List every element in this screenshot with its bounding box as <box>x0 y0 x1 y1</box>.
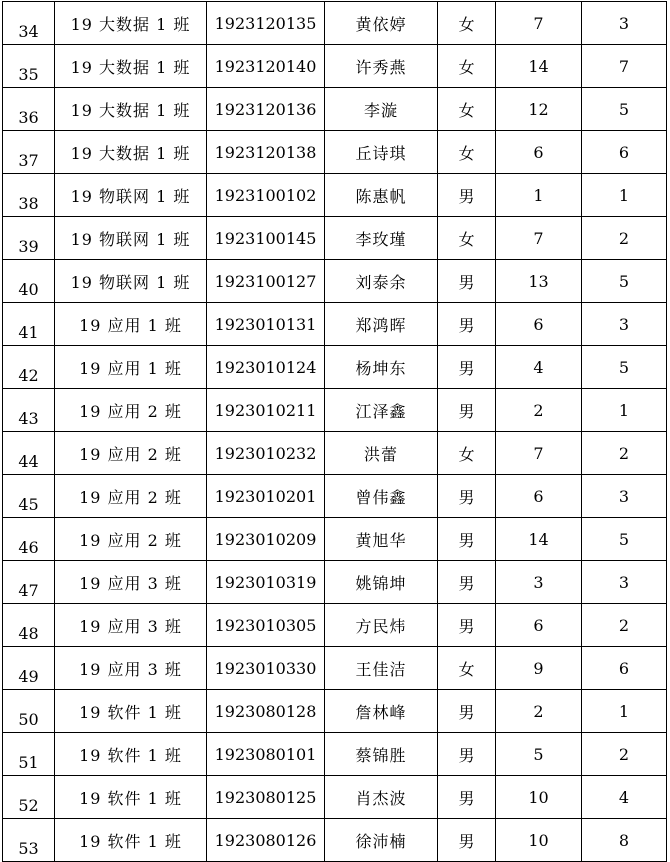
count-a: 7 <box>496 2 582 45</box>
class-name: 19 应用 3 班 <box>55 561 207 604</box>
student-name: 许秀燕 <box>325 45 438 88</box>
count-b: 6 <box>582 131 667 174</box>
student-name: 黄旭华 <box>325 518 438 561</box>
table-row <box>3 88 667 131</box>
table-row <box>3 776 667 819</box>
gender: 男 <box>438 475 496 518</box>
student-name: 丘诗琪 <box>325 131 438 174</box>
row-number: 50 <box>3 690 55 733</box>
table-row <box>3 690 667 733</box>
count-b: 5 <box>582 260 667 303</box>
gender: 男 <box>438 174 496 217</box>
row-number: 37 <box>3 131 55 174</box>
row-number: 48 <box>3 604 55 647</box>
count-b: 5 <box>582 346 667 389</box>
count-a: 14 <box>496 45 582 88</box>
count-a: 7 <box>496 217 582 260</box>
count-a: 12 <box>496 88 582 131</box>
count-a: 9 <box>496 647 582 690</box>
student-name: 曾伟鑫 <box>325 475 438 518</box>
roster-body <box>3 2 667 862</box>
student-id: 1923010201 <box>207 475 325 518</box>
student-id: 1923010305 <box>207 604 325 647</box>
count-a: 6 <box>496 604 582 647</box>
class-name: 19 应用 3 班 <box>55 604 207 647</box>
student-id: 1923080128 <box>207 690 325 733</box>
gender: 男 <box>438 389 496 432</box>
class-name: 19 应用 2 班 <box>55 389 207 432</box>
class-name: 19 软件 1 班 <box>55 690 207 733</box>
table-row <box>3 2 667 45</box>
count-a: 2 <box>496 389 582 432</box>
count-a: 2 <box>496 690 582 733</box>
student-id: 1923010319 <box>207 561 325 604</box>
student-name: 杨坤东 <box>325 346 438 389</box>
row-number: 43 <box>3 389 55 432</box>
student-name: 肖杰波 <box>325 776 438 819</box>
gender: 女 <box>438 217 496 260</box>
table-row <box>3 475 667 518</box>
class-name: 19 软件 1 班 <box>55 776 207 819</box>
gender: 男 <box>438 346 496 389</box>
table-row <box>3 45 667 88</box>
row-number: 42 <box>3 346 55 389</box>
row-number: 51 <box>3 733 55 776</box>
student-id: 1923080126 <box>207 819 325 862</box>
row-number: 49 <box>3 647 55 690</box>
count-b: 8 <box>582 819 667 862</box>
count-b: 3 <box>582 475 667 518</box>
row-number: 34 <box>3 2 55 45</box>
class-name: 19 应用 1 班 <box>55 346 207 389</box>
count-a: 5 <box>496 733 582 776</box>
table-row <box>3 518 667 561</box>
student-id: 1923010232 <box>207 432 325 475</box>
count-a: 6 <box>496 303 582 346</box>
student-name: 刘泰余 <box>325 260 438 303</box>
count-b: 2 <box>582 604 667 647</box>
student-id: 1923120135 <box>207 2 325 45</box>
student-id: 1923080101 <box>207 733 325 776</box>
student-name: 李玫瑾 <box>325 217 438 260</box>
class-name: 19 物联网 1 班 <box>55 260 207 303</box>
class-name: 19 应用 3 班 <box>55 647 207 690</box>
count-a: 7 <box>496 432 582 475</box>
row-number: 44 <box>3 432 55 475</box>
class-name: 19 应用 2 班 <box>55 475 207 518</box>
student-name: 黄依婷 <box>325 2 438 45</box>
student-roster-table <box>2 1 667 862</box>
class-name: 19 物联网 1 班 <box>55 217 207 260</box>
count-b: 1 <box>582 389 667 432</box>
count-b: 3 <box>582 2 667 45</box>
gender: 女 <box>438 88 496 131</box>
gender: 男 <box>438 733 496 776</box>
count-b: 3 <box>582 303 667 346</box>
count-a: 13 <box>496 260 582 303</box>
class-name: 19 大数据 1 班 <box>55 45 207 88</box>
student-name: 江泽鑫 <box>325 389 438 432</box>
count-b: 5 <box>582 518 667 561</box>
student-id: 1923080125 <box>207 776 325 819</box>
table-row <box>3 604 667 647</box>
row-number: 40 <box>3 260 55 303</box>
count-b: 5 <box>582 88 667 131</box>
student-id: 1923120136 <box>207 88 325 131</box>
row-number: 36 <box>3 88 55 131</box>
count-a: 10 <box>496 776 582 819</box>
gender: 女 <box>438 131 496 174</box>
count-b: 6 <box>582 647 667 690</box>
student-name: 陈惠帆 <box>325 174 438 217</box>
count-a: 10 <box>496 819 582 862</box>
student-id: 1923100127 <box>207 260 325 303</box>
student-name: 郑鸿晖 <box>325 303 438 346</box>
class-name: 19 大数据 1 班 <box>55 88 207 131</box>
table-row <box>3 733 667 776</box>
class-name: 19 大数据 1 班 <box>55 131 207 174</box>
student-id: 1923010131 <box>207 303 325 346</box>
class-name: 19 应用 2 班 <box>55 518 207 561</box>
gender: 男 <box>438 776 496 819</box>
student-name: 詹林峰 <box>325 690 438 733</box>
count-a: 6 <box>496 475 582 518</box>
table-row <box>3 819 667 862</box>
row-number: 46 <box>3 518 55 561</box>
class-name: 19 物联网 1 班 <box>55 174 207 217</box>
student-name: 洪蕾 <box>325 432 438 475</box>
gender: 男 <box>438 604 496 647</box>
student-id: 1923010209 <box>207 518 325 561</box>
count-a: 4 <box>496 346 582 389</box>
student-name: 徐沛楠 <box>325 819 438 862</box>
gender: 女 <box>438 2 496 45</box>
table-row <box>3 131 667 174</box>
table-row <box>3 647 667 690</box>
class-name: 19 应用 2 班 <box>55 432 207 475</box>
student-id: 1923100145 <box>207 217 325 260</box>
row-number: 45 <box>3 475 55 518</box>
count-a: 1 <box>496 174 582 217</box>
class-name: 19 应用 1 班 <box>55 303 207 346</box>
student-id: 1923010124 <box>207 346 325 389</box>
row-number: 47 <box>3 561 55 604</box>
student-name: 蔡锦胜 <box>325 733 438 776</box>
count-b: 2 <box>582 733 667 776</box>
count-a: 6 <box>496 131 582 174</box>
table-row <box>3 174 667 217</box>
student-id: 1923120140 <box>207 45 325 88</box>
count-b: 1 <box>582 690 667 733</box>
count-b: 7 <box>582 45 667 88</box>
student-id: 1923010211 <box>207 389 325 432</box>
student-id: 1923120138 <box>207 131 325 174</box>
gender: 男 <box>438 518 496 561</box>
row-number: 52 <box>3 776 55 819</box>
table-row <box>3 260 667 303</box>
student-name: 王佳洁 <box>325 647 438 690</box>
count-a: 3 <box>496 561 582 604</box>
gender: 男 <box>438 819 496 862</box>
gender: 男 <box>438 690 496 733</box>
class-name: 19 软件 1 班 <box>55 733 207 776</box>
row-number: 53 <box>3 819 55 862</box>
gender: 男 <box>438 260 496 303</box>
count-b: 3 <box>582 561 667 604</box>
count-b: 2 <box>582 217 667 260</box>
count-b: 4 <box>582 776 667 819</box>
gender: 男 <box>438 303 496 346</box>
student-name: 姚锦坤 <box>325 561 438 604</box>
row-number: 41 <box>3 303 55 346</box>
student-name: 方民炜 <box>325 604 438 647</box>
gender: 女 <box>438 432 496 475</box>
student-id: 1923010330 <box>207 647 325 690</box>
row-number: 39 <box>3 217 55 260</box>
table-row <box>3 432 667 475</box>
gender: 女 <box>438 647 496 690</box>
table-row <box>3 561 667 604</box>
student-name: 李漩 <box>325 88 438 131</box>
gender: 男 <box>438 561 496 604</box>
table-row <box>3 303 667 346</box>
class-name: 19 大数据 1 班 <box>55 2 207 45</box>
row-number: 35 <box>3 45 55 88</box>
table-row <box>3 389 667 432</box>
table-row <box>3 217 667 260</box>
count-a: 14 <box>496 518 582 561</box>
gender: 女 <box>438 45 496 88</box>
row-number: 38 <box>3 174 55 217</box>
count-b: 1 <box>582 174 667 217</box>
count-b: 2 <box>582 432 667 475</box>
table-row <box>3 346 667 389</box>
class-name: 19 软件 1 班 <box>55 819 207 862</box>
student-id: 1923100102 <box>207 174 325 217</box>
